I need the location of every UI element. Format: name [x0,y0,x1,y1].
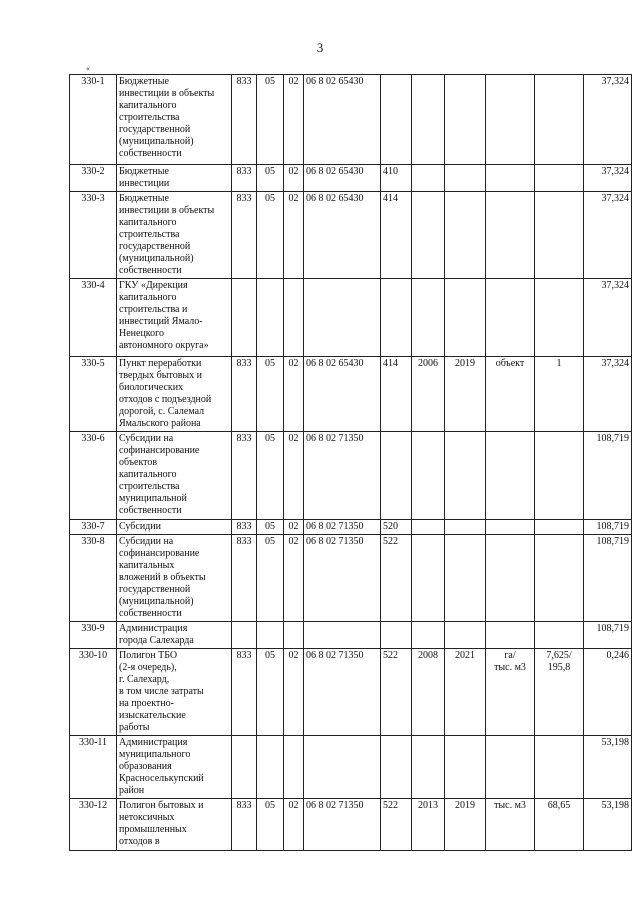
unit-cell [486,192,535,279]
end-year-cell: 2019 [445,799,486,851]
end-year-cell: 2019 [445,357,486,432]
row-name-cell: Бюджетные инвестиции в объекты капитального строительства государственной (муниципальной) собственности [117,192,232,279]
expense-type-cell: 410 [381,165,412,192]
target-article-cell: 06 8 02 71350 [304,535,381,622]
target-article-cell: 06 8 02 65430 [304,75,381,165]
start-year-cell: 2006 [412,357,445,432]
capacity-cell [535,432,584,520]
row-number-cell: 330-2 [70,165,117,192]
ministry-code-cell: 833 [232,75,257,165]
unit-cell [486,432,535,520]
section-code-cell: 05 [257,357,284,432]
target-article-cell: 06 8 02 65430 [304,192,381,279]
table-row [70,357,632,432]
unit-cell [486,736,535,799]
row-number-cell: 330-11 [70,736,117,799]
subsection-code-cell [284,622,304,649]
row-number-cell: 330-12 [70,799,117,851]
row-number-cell: 330-6 [70,432,117,520]
target-article-cell [304,279,381,357]
table-row [70,622,632,649]
ministry-code-cell: 833 [232,192,257,279]
end-year-cell [445,165,486,192]
row-name-cell: Полигон бытовых и нетоксичных промышленных отходов в [117,799,232,851]
row-name-cell: Бюджетные инвестиции [117,165,232,192]
amount-cell: 37,324 [584,279,632,357]
row-name-cell: Полигон ТБО (2-я очередь), г. Салехард, в том числе затраты на проектно- изыскательские работы [117,649,232,736]
row-number-cell: 330-10 [70,649,117,736]
ministry-code-cell: 833 [232,649,257,736]
ministry-code-cell [232,622,257,649]
page-number: 3 [316,40,324,55]
ministry-code-cell: 833 [232,165,257,192]
capacity-cell [535,520,584,535]
start-year-cell [412,520,445,535]
table-row [70,75,632,165]
section-code-cell [257,736,284,799]
table-row [70,520,632,535]
target-article-cell: 06 8 02 65430 [304,165,381,192]
subsection-code-cell: 02 [284,75,304,165]
subsection-code-cell: 02 [284,357,304,432]
section-code-cell: 05 [257,432,284,520]
section-code-cell: 05 [257,535,284,622]
ministry-code-cell: 833 [232,535,257,622]
amount-cell: 53,198 [584,736,632,799]
capacity-cell: 7,625/ 195,8 [535,649,584,736]
subsection-code-cell: 02 [284,165,304,192]
unit-cell [486,520,535,535]
section-code-cell [257,279,284,357]
expense-type-cell: 414 [381,357,412,432]
section-code-cell: 05 [257,799,284,851]
end-year-cell [445,622,486,649]
target-article-cell: 06 8 02 71350 [304,649,381,736]
unit-cell [486,75,535,165]
start-year-cell [412,75,445,165]
start-year-cell: 2008 [412,649,445,736]
capacity-cell: 1 [535,357,584,432]
row-name-cell: Субсидии [117,520,232,535]
capacity-cell: 68,65 [535,799,584,851]
row-name-cell: Субсидии на софинансирование объектов капитального строительства муниципальной собственности [117,432,232,520]
row-name-cell: Администрация муниципального образования Красноселькупский район [117,736,232,799]
end-year-cell: 2021 [445,649,486,736]
ministry-code-cell [232,279,257,357]
target-article-cell [304,736,381,799]
target-article-cell: 06 8 02 65430 [304,357,381,432]
section-code-cell [257,622,284,649]
row-name-cell: Пункт переработки твердых бытовых и биологических отходов с подъездной дорогой, с. Салемал Ямальского района [117,357,232,432]
capacity-cell [535,535,584,622]
amount-cell: 37,324 [584,357,632,432]
amount-cell: 108,719 [584,535,632,622]
row-number-cell: 330-5 [70,357,117,432]
capacity-cell [535,192,584,279]
row-name-cell: Субсидии на софинансирование капитальных вложений в объекты государственной (муниципальной) собственности [117,535,232,622]
expense-type-cell [381,622,412,649]
subsection-code-cell: 02 [284,432,304,520]
end-year-cell [445,192,486,279]
amount-cell: 108,719 [584,432,632,520]
section-code-cell: 05 [257,649,284,736]
section-code-cell: 05 [257,520,284,535]
table-row [70,192,632,279]
expense-type-cell [381,75,412,165]
table-row [70,432,632,520]
end-year-cell [445,279,486,357]
subsection-code-cell [284,279,304,357]
unit-cell: тыс. м3 [486,799,535,851]
budget-table [69,74,632,851]
ministry-code-cell: 833 [232,432,257,520]
unit-cell: объект [486,357,535,432]
start-year-cell [412,736,445,799]
start-year-cell [412,622,445,649]
ministry-code-cell: 833 [232,799,257,851]
unit-cell [486,279,535,357]
amount-cell: 53,198 [584,799,632,851]
capacity-cell [535,75,584,165]
amount-cell: 37,324 [584,192,632,279]
section-code-cell: 05 [257,192,284,279]
expense-type-cell [381,279,412,357]
expense-type-cell [381,432,412,520]
end-year-cell [445,520,486,535]
amount-cell: 37,324 [584,165,632,192]
expense-type-cell: 520 [381,520,412,535]
capacity-cell [535,165,584,192]
target-article-cell: 06 8 02 71350 [304,520,381,535]
end-year-cell [445,75,486,165]
capacity-cell [535,736,584,799]
table-row [70,649,632,736]
capacity-cell [535,622,584,649]
row-number-cell: 330-1 [70,75,117,165]
unit-cell [486,165,535,192]
start-year-cell [412,165,445,192]
end-year-cell [445,736,486,799]
start-year-cell [412,192,445,279]
expense-type-cell: 522 [381,799,412,851]
end-year-cell [445,432,486,520]
row-number-cell: 330-4 [70,279,117,357]
amount-cell: 0,246 [584,649,632,736]
start-year-cell: 2013 [412,799,445,851]
unit-cell: га/ тыс. м3 [486,649,535,736]
amount-cell: 108,719 [584,622,632,649]
subsection-code-cell: 02 [284,799,304,851]
target-article-cell [304,622,381,649]
table-row [70,535,632,622]
unit-cell [486,535,535,622]
section-code-cell: 05 [257,75,284,165]
ministry-code-cell: 833 [232,520,257,535]
amount-cell: 37,324 [584,75,632,165]
amount-cell: 108,719 [584,520,632,535]
row-name-cell: Бюджетные инвестиции в объекты капитального строительства государственной (муниципальной) собственности [117,75,232,165]
capacity-cell [535,279,584,357]
target-article-cell: 06 8 02 71350 [304,432,381,520]
expense-type-cell: 414 [381,192,412,279]
subsection-code-cell: 02 [284,520,304,535]
start-year-cell [412,535,445,622]
row-number-cell: 330-3 [70,192,117,279]
row-number-cell: 330-9 [70,622,117,649]
row-name-cell: Администрация города Салехарда [117,622,232,649]
subsection-code-cell [284,736,304,799]
ministry-code-cell [232,736,257,799]
table-row [70,165,632,192]
row-name-cell: ГКУ «Дирекция капитального строительства и инвестиций Ямало- Ненецкого автономного округа» [117,279,232,357]
start-year-cell [412,432,445,520]
subsection-code-cell: 02 [284,192,304,279]
corner-mark: « [86,64,90,73]
row-number-cell: 330-8 [70,535,117,622]
table-row [70,279,632,357]
ministry-code-cell: 833 [232,357,257,432]
subsection-code-cell: 02 [284,649,304,736]
target-article-cell: 06 8 02 71350 [304,799,381,851]
section-code-cell: 05 [257,165,284,192]
row-number-cell: 330-7 [70,520,117,535]
subsection-code-cell: 02 [284,535,304,622]
table-row [70,736,632,799]
expense-type-cell: 522 [381,535,412,622]
end-year-cell [445,535,486,622]
start-year-cell [412,279,445,357]
expense-type-cell: 522 [381,649,412,736]
table-row [70,799,632,851]
unit-cell [486,622,535,649]
expense-type-cell [381,736,412,799]
